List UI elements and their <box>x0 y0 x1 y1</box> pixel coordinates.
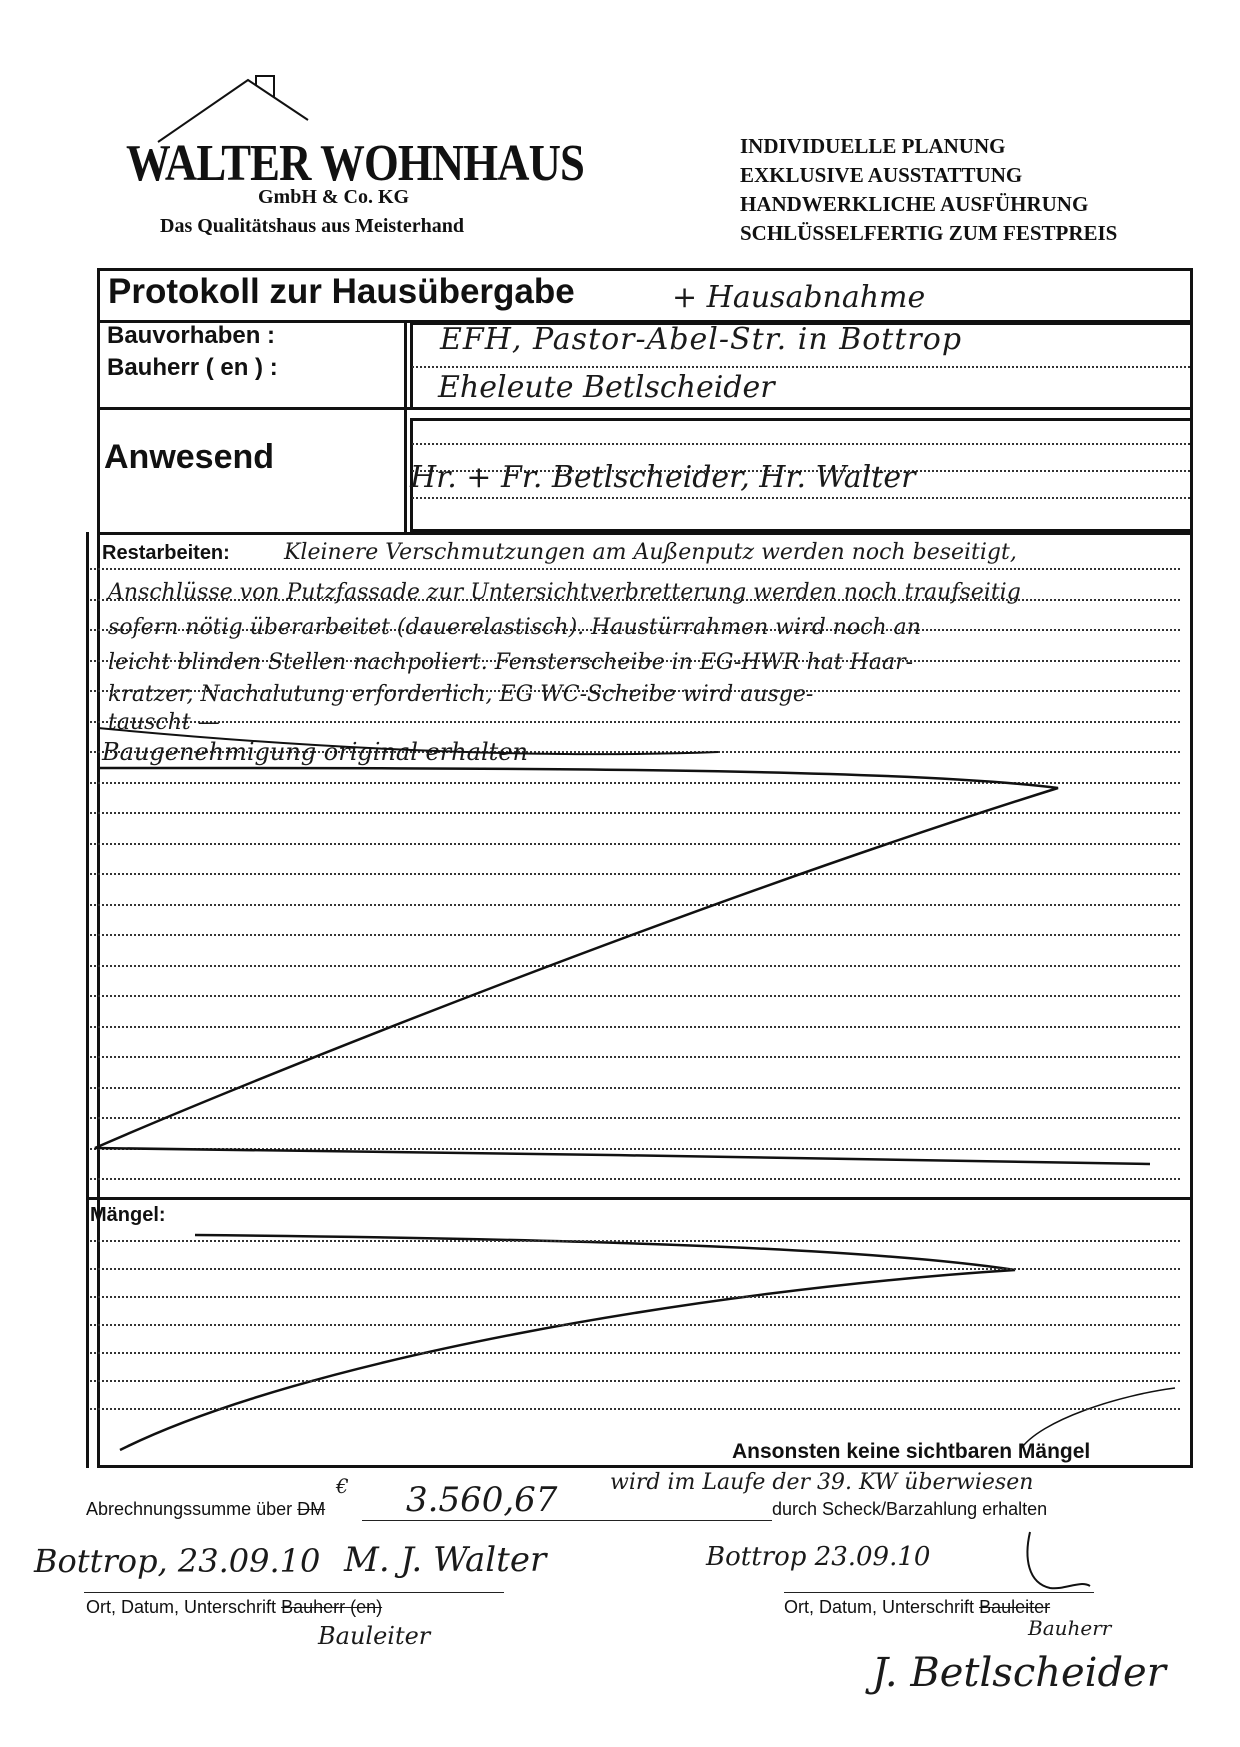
left-place-date: Bottrop, 23.09.10 <box>34 1542 321 1580</box>
abrechnung-amount: 3.560,67 <box>406 1480 558 1520</box>
ruled-line <box>90 1408 1180 1410</box>
company-tagline: Das Qualitätshaus aus Meisterhand <box>160 215 464 237</box>
bauvorhaben-value: EFH, Pastor-Abel-Str. in Bottrop <box>440 322 963 357</box>
slogan-item: EXKLUSIVE AUSSTATTUNG <box>740 163 1023 187</box>
ruled-line <box>90 1240 1180 1242</box>
ruled-line <box>90 1352 1180 1354</box>
bauvorhaben-label: Bauvorhaben : <box>107 322 276 349</box>
company-logo-name: WALTER WOHNHAUS <box>126 135 585 192</box>
left-edge-line <box>86 532 89 1468</box>
right-signature-caption: Ort, Datum, Unterschrift Bauleiter <box>784 1597 1051 1617</box>
restarbeiten-line: tauscht — <box>108 710 220 735</box>
right-place-date: Bottrop 23.09.10 <box>706 1542 931 1572</box>
slogan-item: SCHLÜSSELFERTIG ZUM FESTPREIS <box>740 221 1118 245</box>
form-title: Protokoll zur Hausübergabe <box>108 272 575 311</box>
ruled-line <box>90 1268 1180 1270</box>
keine-maengel-note: Ansonsten keine sichtbaren Mängel <box>732 1440 1091 1463</box>
restarbeiten-line: Kleinere Verschmutzungen am Außenputz werden noch beseitigt, <box>284 540 1017 565</box>
anwesend-value: Hr. + Fr. Betlscheider, Hr. Walter <box>410 460 916 495</box>
slogan-item: HANDWERKLICHE AUSFÜHRUNG <box>740 192 1089 216</box>
bauherr-label: Bauherr ( en ) : <box>107 354 278 381</box>
ruled-line <box>90 1296 1180 1298</box>
right-caption-correction: Bauherr <box>1028 1616 1112 1640</box>
restarbeiten-extra: Baugenehmigung original erhalten <box>102 738 528 766</box>
company-form: GmbH & Co. KG <box>258 186 410 208</box>
restarbeiten-line: leicht blinden Stellen nachpoliert. Fensterscheibe in EG-HWR hat Haar- <box>108 650 914 675</box>
restarbeiten-line: Anschlüsse von Putzfassade zur Untersichtverbretterung werden noch traufseitig <box>108 580 1021 605</box>
abrechnung-text: Abrechnungssumme über DM <box>86 1499 326 1519</box>
abrechnung-note: wird im Laufe der 39. KW überwiesen <box>610 1470 1034 1495</box>
currency-handwritten: € <box>336 1474 349 1498</box>
abrechnung-suffix: durch Scheck/Barzahlung erhalten <box>772 1499 1048 1519</box>
right-signature-mark <box>1010 1528 1120 1598</box>
slogan-item: INDIVIDUELLE PLANUNG <box>740 134 1006 158</box>
right-signature: J. Betlscheider <box>872 1650 1166 1696</box>
restarbeiten-line: kratzer, Nachalutung erforderlich, EG WC-Scheibe wird ausge- <box>108 682 814 707</box>
restarbeiten-line: sofern nötig überarbeitet (dauerelastisch). Haustürrahmen wird noch an <box>108 615 921 640</box>
section-divider <box>86 1197 1193 1200</box>
maengel-label: Mängel: <box>90 1204 166 1226</box>
left-signature: M. J. Walter <box>344 1540 547 1580</box>
left-caption-correction: Bauleiter <box>318 1622 431 1650</box>
bauherr-value: Eheleute Betlscheider <box>438 370 775 405</box>
ruled-line <box>90 1324 1180 1326</box>
restarbeiten-label: Restarbeiten: <box>102 542 230 564</box>
anwesend-label: Anwesend <box>104 438 275 476</box>
form-title-handwritten: + Hausabnahme <box>672 280 926 315</box>
ruled-line <box>90 1380 1180 1382</box>
left-signature-caption: Ort, Datum, Unterschrift Bauherr (en) <box>86 1597 383 1617</box>
